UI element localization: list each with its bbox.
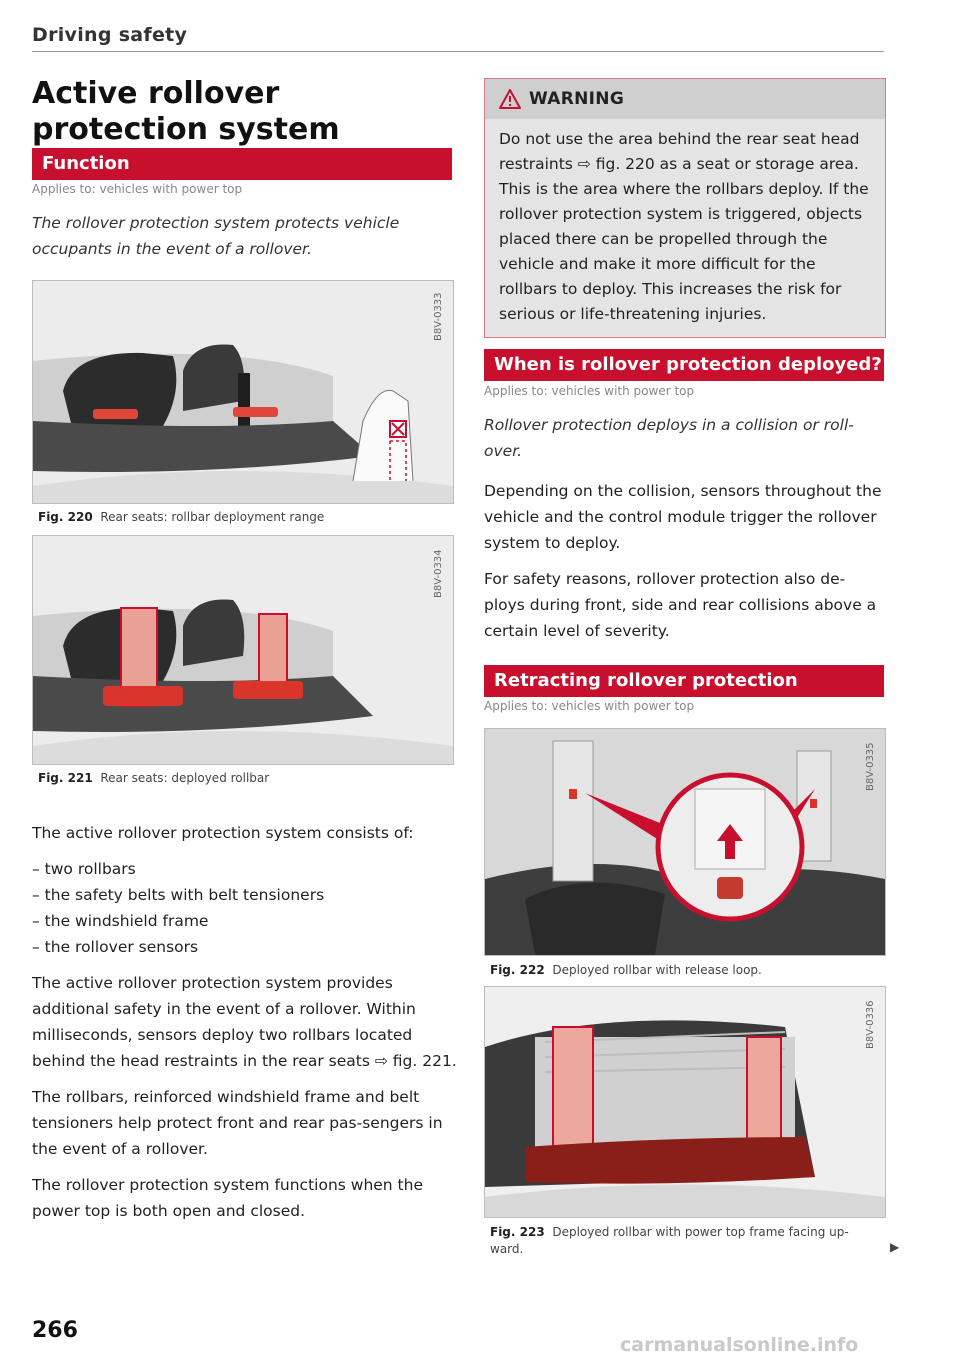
when-deployed-intro: Rollover protection deploys in a collision or roll-over.: [484, 416, 854, 460]
function-intro: The rollover protection system protects vehicle occupants in the event of a rollover.: [32, 214, 400, 258]
caption-text: Deployed rollbar with power top frame facing up-ward.: [490, 1225, 849, 1256]
continue-arrow-icon: ▶: [890, 1240, 900, 1254]
caption-fig-220: [38, 509, 324, 526]
rollbar-release-loop-illustration: [485, 729, 885, 955]
section-heading-retracting: Retracting rollover protection: [484, 665, 884, 697]
caption-text: Rear seats: rollbar deployment range: [100, 510, 325, 524]
left-body-text: [32, 820, 462, 1224]
list-item: – the safety belts with belt tensioners: [32, 886, 325, 904]
list-item: – the windshield frame: [32, 912, 209, 930]
paragraph: Depending on the collision, sensors throughout the vehicle and the control module trigger the rollover system to deploy.: [484, 482, 882, 552]
caption-label: Fig. 221: [38, 771, 93, 785]
running-header: Driving safety: [32, 24, 188, 46]
figure-222: [484, 728, 886, 956]
rollbar-power-top-frame-illustration: [485, 987, 885, 1217]
applies-to-function: Applies to: vehicles with power top: [32, 182, 243, 196]
caption-fig-222: [490, 962, 762, 979]
paragraph: The rollbars, reinforced windshield frame and belt tensioners help protect front and rear pas-sengers in the event of a rollover.: [32, 1088, 443, 1158]
caption-label: Fig. 222: [490, 963, 545, 977]
applies-to-when-deployed: Applies to: vehicles with power top: [484, 384, 695, 398]
list-item: – two rollbars: [32, 860, 136, 878]
header-divider: [32, 51, 884, 52]
applies-to-retracting: Applies to: vehicles with power top: [484, 699, 695, 713]
caption-label: Fig. 223: [490, 1225, 545, 1239]
warning-header: [485, 79, 885, 119]
rear-seats-deployed-rollbar-illustration: [33, 536, 453, 764]
page-title: Active rollover protection system: [32, 76, 340, 147]
section-heading-function: Function: [32, 148, 452, 180]
caption-text: Deployed rollbar with release loop.: [552, 963, 762, 977]
caption-label: Fig. 220: [38, 510, 93, 524]
when-deployed-body: [484, 478, 884, 644]
section-heading-when-deployed: When is rollover protection deployed?: [484, 349, 884, 381]
caption-text: Rear seats: deployed rollbar: [100, 771, 270, 785]
figure-code: B8V-0336: [865, 1000, 876, 1049]
consists-intro: The active rollover protection system consists of:: [32, 824, 414, 842]
warning-text: Do not use the area behind the rear seat head restraints ⇨ fig. 220 as a seat or storage area. This is the area where the rollbars deploy. If the rollover protection system is triggered, objects placed there can be propelled through the vehicle and make it more difficult for the rollbars to deploy. This increases the risk for serious or life-threatening injuries.: [499, 130, 869, 323]
figure-code: B8V-0333: [433, 292, 444, 341]
paragraph: For safety reasons, rollover protection also de-ploys during front, side and rear collisions above a certain level of severity.: [484, 570, 877, 640]
figure-code: B8V-0334: [433, 549, 444, 598]
caption-fig-221: [38, 770, 269, 787]
watermark: carmanualsonline.info: [620, 1334, 859, 1356]
figure-221: [32, 535, 454, 765]
rear-seats-deployment-range-illustration: [33, 281, 453, 503]
paragraph: The rollover protection system functions when the power top is both open and closed.: [32, 1176, 423, 1220]
warning-title: WARNING: [529, 89, 625, 109]
figure-220: [32, 280, 454, 504]
page-number: 266: [32, 1318, 78, 1343]
caption-fig-223: [490, 1224, 860, 1258]
warning-box: [484, 78, 886, 338]
figure-223: [484, 986, 886, 1218]
paragraph: The active rollover protection system provides additional safety in the event of a rollover. Within milliseconds, sensors deploy two rollbars located behind the head restraints in the rear seats ⇨ fig. 221.: [32, 974, 457, 1070]
list-item: – the rollover sensors: [32, 938, 199, 956]
figure-code: B8V-0335: [865, 742, 876, 791]
warning-triangle-icon: [499, 89, 521, 109]
component-list: [32, 856, 462, 960]
